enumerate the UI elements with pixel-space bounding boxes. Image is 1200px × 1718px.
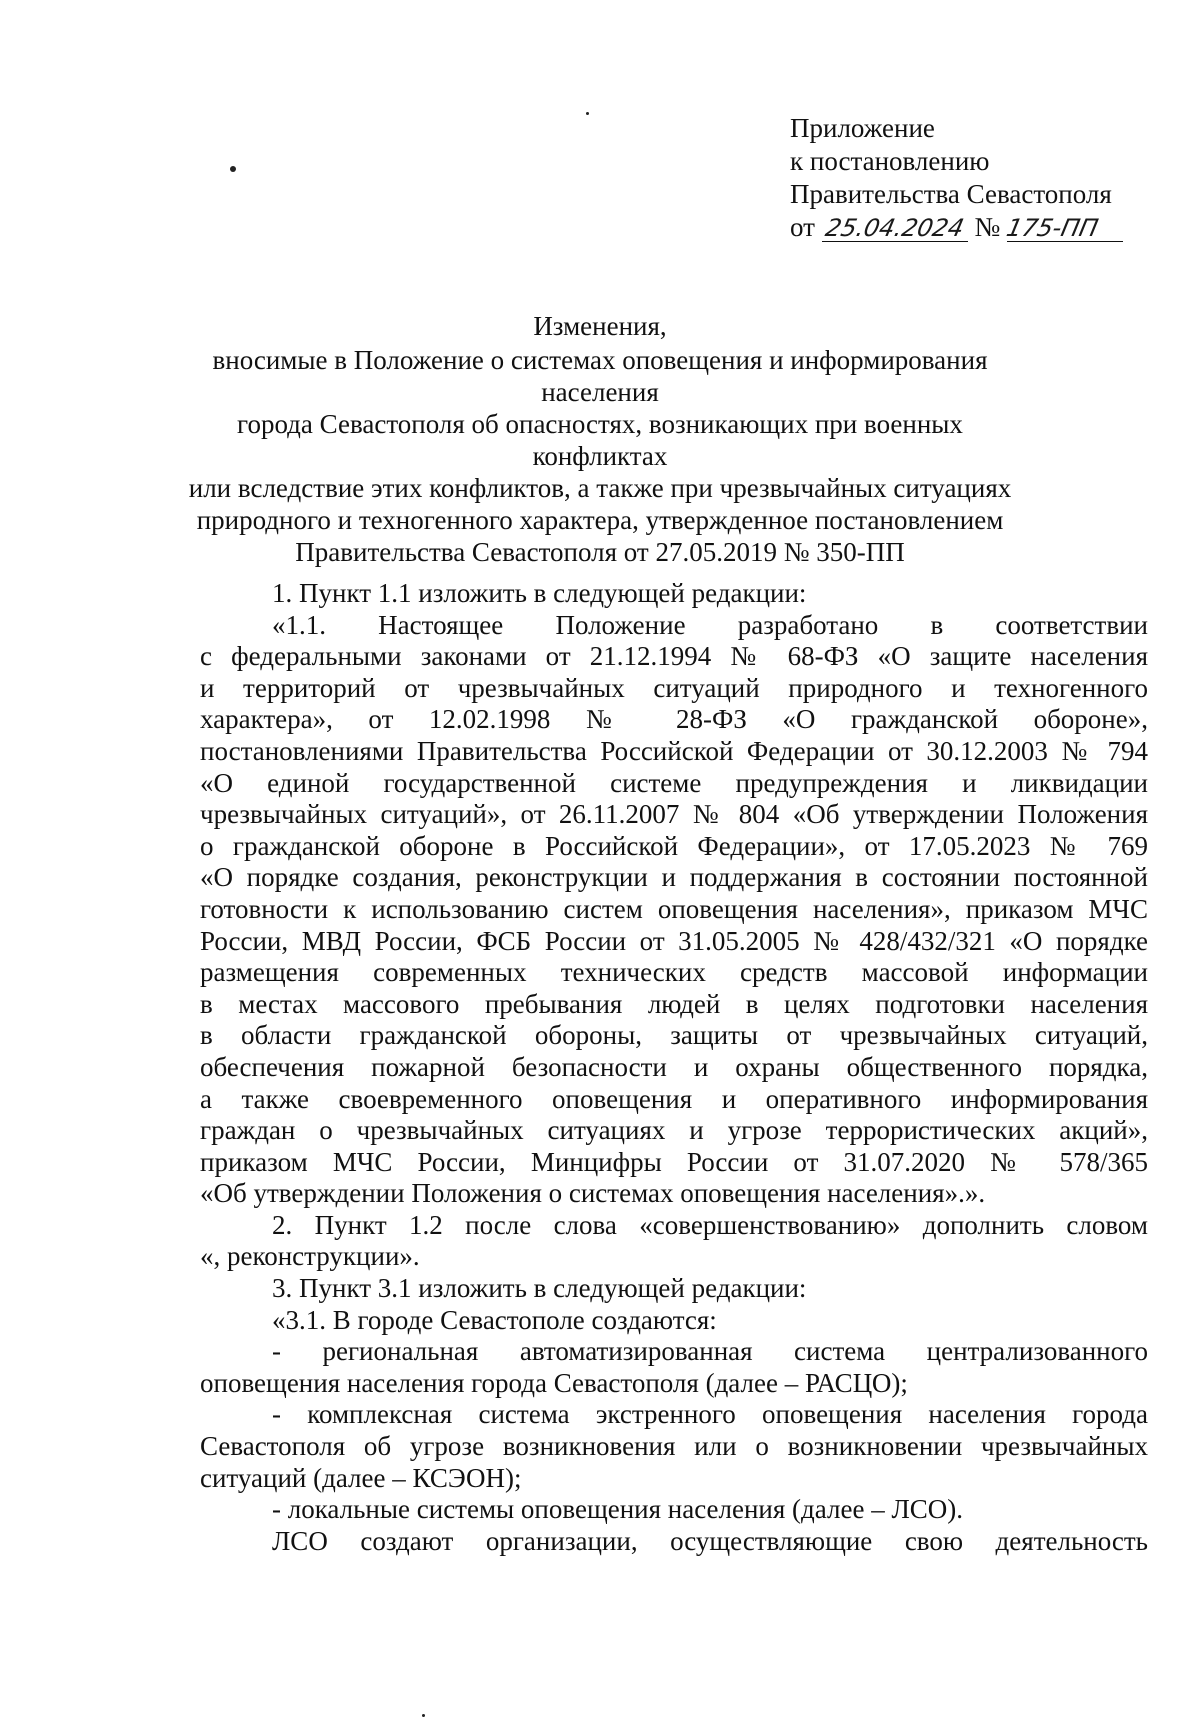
title-heading: Изменения, [533,311,667,341]
number-field [1003,214,1123,242]
appendix-line-2: к постановлению [790,146,990,176]
body-line: «О порядке создания, реконструкции и поддержания в состоянии постоянной [200,862,1148,893]
body-line: в области гражданской обороны, защиты от чрезвычайных ситуаций, [200,1020,1148,1051]
body-line: 1. Пункт 1.1 изложить в следующей редакции: [272,578,807,608]
body-line: о гражданской обороне в Российской Федерации», от 17.05.2023 № 769 [200,830,1148,861]
body-line: ситуаций (далее – КСЭОН); [200,1462,522,1493]
scan-speck [230,166,236,172]
body-line: оповещения населения города Севастополя (далее – РАСЦО); [200,1367,908,1398]
body-line: постановлениями Правительства Российской Федерации от 30.12.2003 № 794 [200,735,1148,766]
title-line: природного и техногенного характера, утвержденное постановлением [196,505,1004,535]
body-line: размещения современных технических средств массовой информации [200,957,1148,988]
body-line: «3.1. В городе Севастополе создаются: [272,1304,717,1335]
document-body [200,578,1148,1557]
body-line: 3. Пункт 3.1 изложить в следующей редакции: [272,1273,807,1304]
document-title [180,310,1020,568]
body-line: - локальные системы оповещения населения (далее – ЛСО). [272,1494,964,1525]
body-line: характера», от 12.02.1998 № 28-ФЗ «О гражданской обороне», [200,704,1148,735]
body-line: «Об утверждении Положения о системах оповещения населения».». [200,1178,986,1209]
title-line: Правительства Севастополя от 27.05.2019 № 350-ПП [295,537,905,567]
body-line: «О единой государственной системе предупреждения и ликвидации [200,767,1148,798]
body-line: приказом МЧС России, Минцифры России от 31.07.2020 № 578/365 [200,1146,1148,1177]
body-line: России, МВД России, ФСБ России от 31.05.2005 № 428/432/321 «О порядке [200,925,1148,956]
title-line: города Севастополя об опасностях, возникающих при военных конфликтах [237,409,963,471]
appendix-header [790,112,1123,244]
body-line: готовности к использованию систем оповещения населения», приказом МЧС [200,893,1148,924]
appendix-line-3: Правительства Севастополя [790,179,1112,209]
body-line: с федеральными законами от 21.12.1994 № 68-ФЗ «О защите населения [200,641,1148,672]
handwritten-number: 175-ПП [1003,214,1101,242]
title-line: или вследствие этих конфликтов, а также при чрезвычайных ситуациях [188,473,1012,503]
date-prefix: от [790,212,815,242]
scan-speck [422,1714,425,1717]
body-line: Севастополя об угрозе возникновения или о возникновении чрезвычайных [200,1431,1148,1462]
body-line: ЛСО создают организации, осуществляющие свою деятельность [272,1525,1148,1556]
body-line: «, реконструкции». [200,1241,420,1272]
body-line: «1.1. Настоящее Положение разработано в соответствии [272,609,1148,640]
scan-speck [586,112,589,115]
body-line: граждан о чрезвычайных ситуациях и угрозе террористических акций», [200,1115,1148,1146]
body-line: - комплексная система экстренного оповещения населения города [272,1399,1148,1430]
body-line: и территорий от чрезвычайных ситуаций природного и техногенного [200,672,1148,703]
body-line: - региональная автоматизированная система централизованного [272,1336,1148,1367]
appendix-date-line [790,211,1123,244]
number-prefix: № [974,212,1001,242]
appendix-line-1: Приложение [790,113,935,143]
handwritten-date: 25.04.2024 [823,214,967,242]
body-line: обеспечения пожарной безопасности и охраны общественного порядка, [200,1051,1148,1082]
date-field [822,214,968,242]
body-line: в местах массового пребывания людей в целях подготовки населения [200,988,1148,1019]
body-line: чрезвычайных ситуаций», от 26.11.2007 № 804 «Об утверждении Положения [200,799,1148,830]
title-line: вносимые в Положение о системах оповещения и информирования населения [212,345,988,407]
body-line: а также своевременного оповещения и оперативного информирования [200,1083,1148,1114]
body-line: 2. Пункт 1.2 после слова «совершенствованию» дополнить словом [272,1209,1148,1240]
